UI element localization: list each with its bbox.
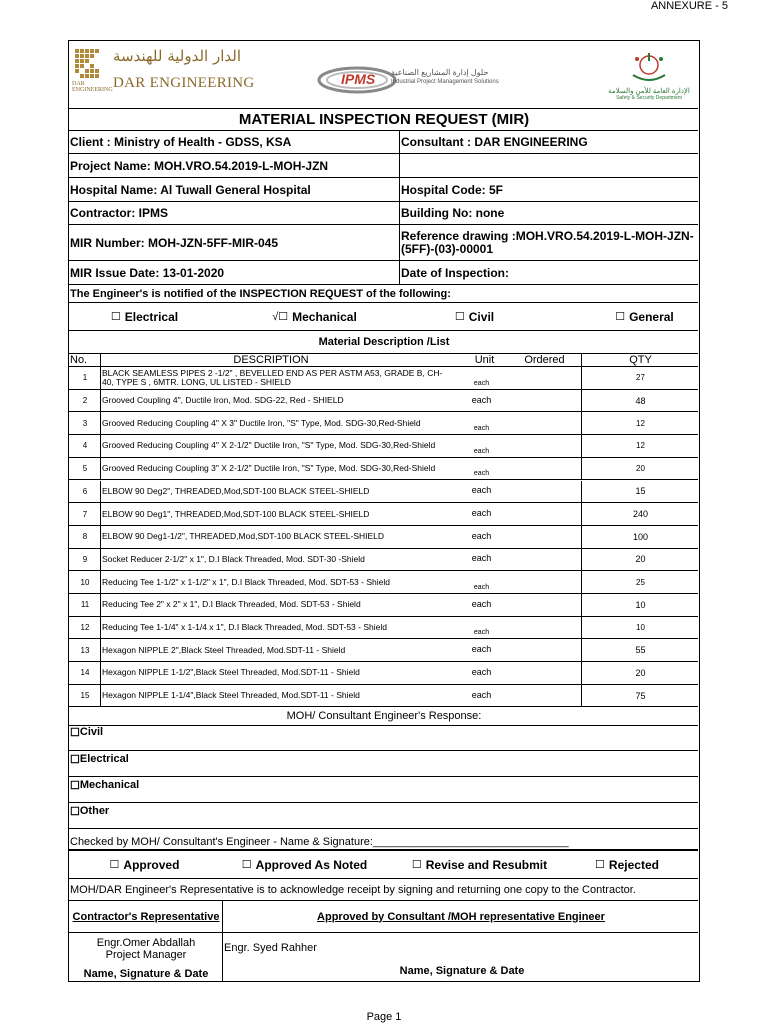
ipms-subtitle: Industrial Project Management Solutions [391,79,499,85]
row-description: Reducing Tee 2" x 2" x 1", D.I Black Threaded, Mod. SDT-53 - Shield [100,594,450,616]
row-number: 10 [80,577,90,587]
contractor-name-sig-label: Name, Signature & Date [83,968,209,980]
response-mechanical-row[interactable] [69,777,698,803]
row-description: Socket Reducer 2-1/2" x 1", D.I Black Threaded, Mod. SDT-30 -Shield [100,549,450,571]
table-row [69,594,698,617]
row-qty: 100 [581,526,698,548]
response-other[interactable] [69,803,698,828]
row-qty: 12 [581,435,698,457]
approval-revise[interactable] [399,851,559,878]
form-title: MATERIAL INSPECTION REQUEST (MIR) [238,111,530,128]
row-description: Hexagon NIPPLE 2",Black Steel Threaded, Mod.SDT-11 - Shield [100,639,450,661]
discipline-label: Civil [468,309,495,324]
row-number: 12 [80,623,90,633]
row-description: Grooved Reducing Coupling 4" X 3" Ductile Iron, "S" Type, Mod. SDG-30,Red-Shield [100,412,450,434]
row-unit: each [471,598,492,609]
project-blank [399,154,698,177]
mir-number-field: MIR Number: MOH-JZN-5FF-MIR-045 [70,235,279,250]
title-row [69,109,698,131]
row-number: 8 [82,532,88,542]
table-row [69,435,698,458]
col-no: No. [70,354,88,366]
table-row [69,390,698,413]
moh-arabic-caption: الإدارة العامة للأمن والسلامة [608,88,690,95]
approval-label: Approved [123,857,180,872]
row-unit: each [473,470,490,478]
response-checkbox[interactable]: ☐ [70,806,80,818]
table-row [69,639,698,662]
info-row-project [69,154,698,178]
row-description: Reducing Tee 1-1/2" x 1-1/2" x 1", D.I Black Threaded, Mod. SDT-53 - Shield [100,571,450,593]
table-row [69,367,698,390]
response-civil-row[interactable] [69,726,698,751]
table-row [69,412,698,435]
table-row [69,481,698,504]
table-row [69,526,698,549]
ipms-arabic: حلول إدارة المشاريع الصناعية [391,68,489,77]
table-row [69,571,698,594]
row-unit: each [471,553,492,564]
response-checkbox[interactable]: ☐ [70,754,80,766]
response-mechanical[interactable] [69,777,698,802]
row-description: Grooved Reducing Coupling 3" X 2-1/2" Ductile Iron, "S" Type, Mod. SDG-30,Red-Shield [100,458,450,480]
building-field: Building No: none [399,202,698,224]
table-row [69,662,698,685]
row-number: 4 [82,441,88,451]
row-number: 15 [80,691,90,701]
row-unit: each [473,447,490,455]
contractor-rep-heading: Contractor's Representative [72,910,220,923]
info-row-contractor [69,202,698,225]
table-row [69,617,698,640]
row-number: 3 [82,418,88,428]
material-heading-row [69,331,698,354]
table-row [69,685,698,708]
row-qty: 55 [581,639,698,661]
row-unit: each [471,530,492,541]
col-ordered: Ordered [524,354,565,366]
material-heading: Material Description /List [318,336,450,348]
discipline-row [69,303,698,331]
page-number: Page 1 [366,1011,402,1023]
response-heading-row [69,707,698,726]
approval-checkbox[interactable]: ☐ [411,859,422,871]
discipline-checkbox[interactable]: ☐ [110,311,121,323]
row-unit: each [471,508,492,519]
moh-safety-logo [603,49,693,99]
response-electrical[interactable] [69,751,698,776]
acknowledge-row [69,879,698,901]
row-description: Hexagon NIPPLE 1-1/4",Black Steel Threaded, Mod.SDT-11 - Shield [100,685,450,707]
row-qty: 12 [581,412,698,434]
approval-checkbox[interactable]: ☐ [241,859,252,871]
moh-emblem-icon [603,49,695,87]
dar-logo-name: DAR ENGINEERING [113,75,255,91]
material-column-header [69,354,698,367]
approval-row [69,851,698,879]
annexure-label: ANNEXURE - 5 [650,0,728,12]
discipline-checkbox[interactable]: ☐ [454,311,465,323]
discipline-mechanical[interactable] [219,303,409,330]
table-row [69,458,698,481]
row-unit: each [473,379,490,387]
discipline-label: Mechanical [292,309,357,324]
info-row-hospital [69,178,698,202]
dar-logo-small-text: DAR ENGINEERING [72,81,113,93]
approval-label: Approved As Noted [255,857,368,872]
table-row [69,549,698,572]
row-number: 14 [80,668,90,678]
approval-label: Rejected [608,857,659,872]
contractor-field: Contractor: IPMS [70,206,169,220]
approval-label: Revise and Resubmit [425,857,548,872]
consultant-name-sig-label: Name, Signature & Date [399,965,525,977]
ipms-brand: IPMS [341,71,376,87]
col-description: DESCRIPTION [100,354,440,366]
consultant-rep-name: Engr. Syed Rahher [224,942,317,954]
notice-row [69,285,698,303]
row-number: 11 [80,600,90,610]
dar-logo-arabic: الدار الدولية للهندسة [113,47,242,65]
row-qty: 15 [581,481,698,503]
discipline-checkbox[interactable]: √☐ [272,311,289,323]
signature-heading-row [69,901,698,933]
approval-as-noted[interactable] [219,851,389,878]
acknowledge-text: MOH/DAR Engineer's Representative is to acknowledge receipt by signing and returning one copy to the Contractor. [70,883,636,896]
approval-approved[interactable] [69,851,219,878]
row-qty: 48 [581,390,698,412]
row-unit: each [473,583,490,591]
row-description: Grooved Coupling 4", Ductile Iron, Mod. SDG-22, Red - SHIELD [100,390,450,412]
row-number: 13 [80,645,90,655]
row-qty: 27 [581,367,698,389]
info-row-mir [69,225,698,261]
response-label: Other [79,805,110,817]
consultant-rep-heading: Approved by Consultant /MOH representative Engineer [222,901,698,932]
issue-date-field: MIR Issue Date: 13-01-2020 [70,265,225,280]
row-description: Reducing Tee 1-1/4" x 1-1/4 x 1", D.I Black Threaded, Mod. SDT-53 - Shield [100,617,450,639]
logo-header [69,41,698,109]
row-qty: 10 [581,617,698,639]
row-number: 5 [82,464,88,474]
reference-drawing-field: Reference drawing :MOH.VRO.54.2019-L-MOH-JZN-(5FF)-(03)-00001 [399,225,698,260]
response-label: Civil [79,726,104,738]
row-qty: 75 [581,685,698,707]
row-number: 1 [82,373,88,383]
approval-checkbox[interactable]: ☐ [109,859,120,871]
row-qty: 20 [581,549,698,571]
row-number: 9 [82,554,88,564]
row-unit: each [471,485,492,496]
row-unit: each [473,425,490,433]
checked-by-row [69,829,698,851]
row-qty: 10 [581,594,698,616]
hospital-code-field: Hospital Code: 5F [399,178,698,201]
row-description: ELBOW 90 Deg1-1/2", THREADED,Mod,SDT-100 BLACK STEEL-SHIELD [100,526,450,548]
notice-text: The Engineer's is notified of the INSPECTION REQUEST of the following: [70,287,451,300]
response-label: Mechanical [79,779,140,791]
response-checkbox[interactable]: ☐ [70,780,80,792]
row-unit: each [473,629,490,637]
checked-by-text: Checked by MOH/ Consultant's Engineer - Name & Signature:________________________________ [70,836,569,848]
row-unit: each [471,666,492,677]
moh-english-caption: Safety & Security Department [616,95,682,101]
mir-form [68,40,700,982]
row-qty: 20 [581,458,698,480]
row-number: 6 [82,486,88,496]
response-label: Electrical [79,753,129,765]
row-description: BLACK SEAMLESS PIPES 2 -1/2" , BEVELLED END AS PER ASTM A53, GRADE B, CH-40, TYPE S , 6MTR. LONG, UL LISTED - SHIELD [100,367,450,389]
row-number: 7 [82,509,88,519]
col-qty: QTY [581,354,698,366]
discipline-checkbox[interactable]: ☐ [615,311,626,323]
hospital-name-field: Hospital Name: Al Tuwall General Hospital [70,182,311,197]
info-row-client [69,131,698,154]
row-description: ELBOW 90 Deg2", THREADED,Mod,SDT-100 BLACK STEEL-SHIELD [100,481,450,503]
approval-checkbox[interactable]: ☐ [595,859,605,871]
discipline-electrical[interactable] [69,303,219,330]
row-description: Grooved Reducing Coupling 4" X 2-1/2" Ductile Iron, "S" Type, Mod. SDG-30,Red-Shield [100,435,450,457]
consultant-field: Consultant : DAR ENGINEERING [399,131,698,153]
row-qty: 240 [581,503,698,525]
contractor-signature-cell[interactable] [69,933,222,981]
approval-rejected[interactable] [569,851,684,878]
discipline-general[interactable] [569,303,719,330]
row-unit: each [471,644,492,655]
project-field: Project Name: MOH.VRO.54.2019-L-MOH-JZN [70,158,329,173]
ipms-logo [317,65,503,95]
contractor-rep-role: Project Manager [105,949,187,961]
row-unit: each [471,394,492,405]
row-number: 2 [82,396,88,406]
response-civil[interactable] [69,726,698,750]
discipline-civil[interactable] [409,303,539,330]
row-description: Hexagon NIPPLE 1-1/2",Black Steel Threaded, Mod.SDT-11 - Shield [100,662,450,684]
col-unit: Unit [474,354,495,366]
discipline-label: General [629,309,674,324]
inspection-date-field: Date of Inspection: [399,261,698,284]
row-qty: 25 [581,571,698,593]
info-row-dates [69,261,698,285]
row-description: ELBOW 90 Deg1", THREADED,Mod,SDT-100 BLACK STEEL-SHIELD [100,503,450,525]
client-field: Client : Ministry of Health - GDSS, KSA [70,135,292,149]
row-unit: each [471,689,492,700]
response-electrical-row[interactable] [69,751,698,777]
table-row [69,503,698,526]
response-checkbox[interactable]: ☐ [70,727,80,739]
contractor-rep-name: Engr.Omer Abdallah [96,937,196,949]
discipline-label: Electrical [124,309,179,324]
response-other-row[interactable] [69,803,698,829]
row-qty: 20 [581,662,698,684]
consultant-signature-cell[interactable] [222,933,698,981]
signature-body-row [69,933,698,981]
response-heading: MOH/ Consultant Engineer's Response: [286,710,482,722]
